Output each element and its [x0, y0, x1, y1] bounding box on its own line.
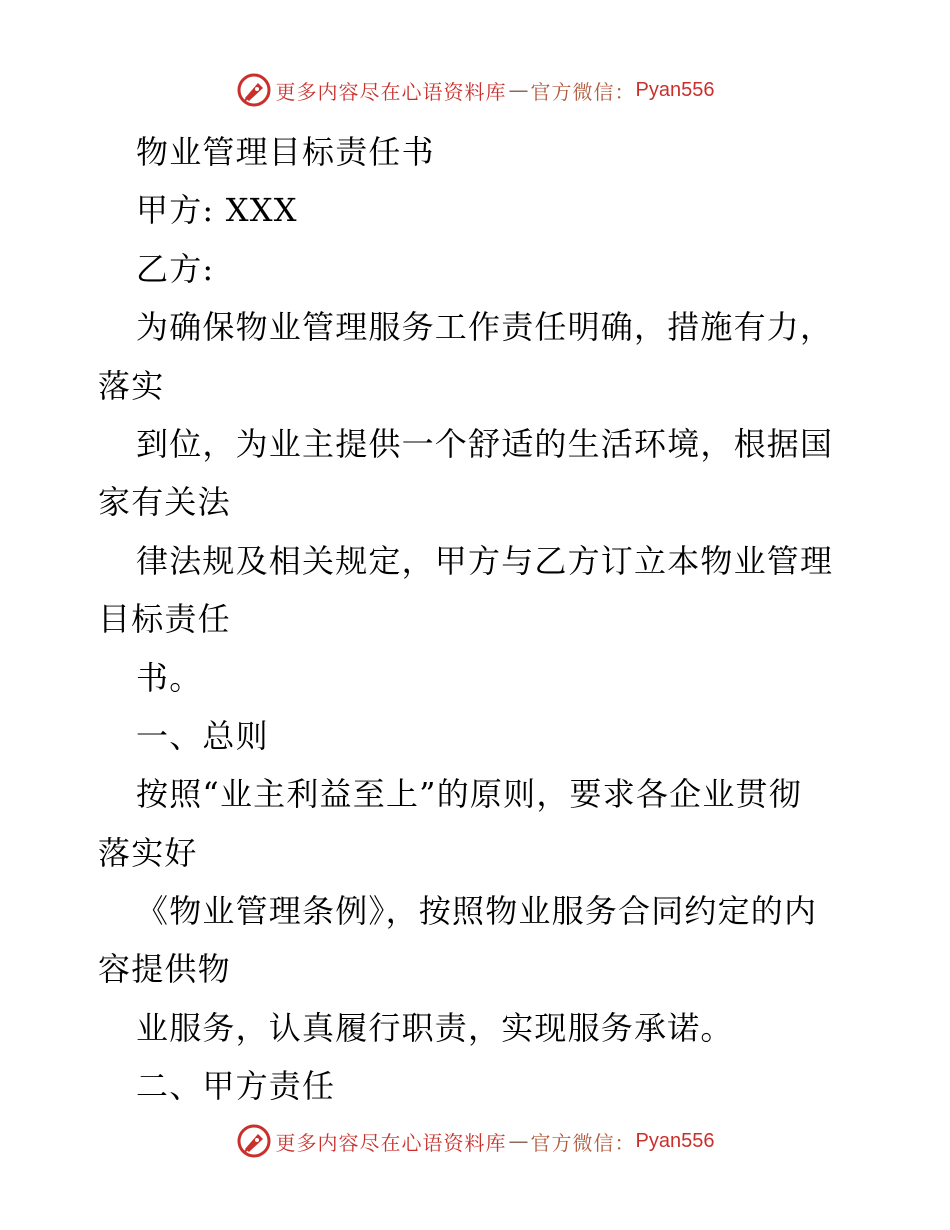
watermark-text: 更多内容尽在心语资料库	[275, 1130, 507, 1155]
text-line: 为确保物业管理服务工作责任明确，措施有力，	[136, 308, 834, 347]
text-line: 落实好	[98, 833, 198, 872]
text-line: 二、甲方责任	[136, 1067, 336, 1106]
text-line: 家有关法	[98, 483, 231, 522]
footer-watermark	[0, 1121, 950, 1161]
text-line: 律法规及相关规定，甲方与乙方订立本物业管理	[136, 541, 834, 580]
watermark-text: 更多内容尽在心语资料库	[275, 79, 507, 104]
text-line: 业服务，认真履行职责，实现服务承诺。	[136, 1008, 734, 1047]
text-line: 落实	[98, 366, 165, 405]
text-line: 书。	[136, 658, 203, 697]
pen-nib-logo-icon	[236, 1123, 272, 1159]
header-watermark	[0, 70, 950, 110]
text-line: 物业管理目标责任书	[136, 133, 435, 171]
watermark-wechat-label: 官方微信：	[530, 1130, 636, 1155]
text-line: 乙方:	[136, 249, 215, 288]
pen-nib-logo-icon	[236, 72, 272, 108]
text-line: 甲方: XXX	[136, 191, 298, 230]
watermark-separator: —	[508, 78, 529, 102]
text-line: 到位，为业主提供一个舒适的生活环境，根据国	[136, 424, 834, 463]
watermark-separator: —	[508, 1129, 529, 1153]
text-line: 容提供物	[98, 950, 231, 989]
text-line: 一、总则	[136, 716, 269, 755]
text-line: 按照“业主利益至上”的原则，要求各企业贯彻	[136, 775, 802, 814]
watermark-wechat-label: 官方微信：	[530, 79, 636, 104]
text-line: 《物业管理条例》，按照物业服务合同约定的内	[136, 892, 818, 931]
document-body	[98, 123, 858, 1116]
text-line: 目标责任	[98, 600, 231, 639]
watermark-wechat-id: Pyan556	[635, 78, 715, 101]
watermark-wechat-id: Pyan556	[635, 1129, 715, 1152]
